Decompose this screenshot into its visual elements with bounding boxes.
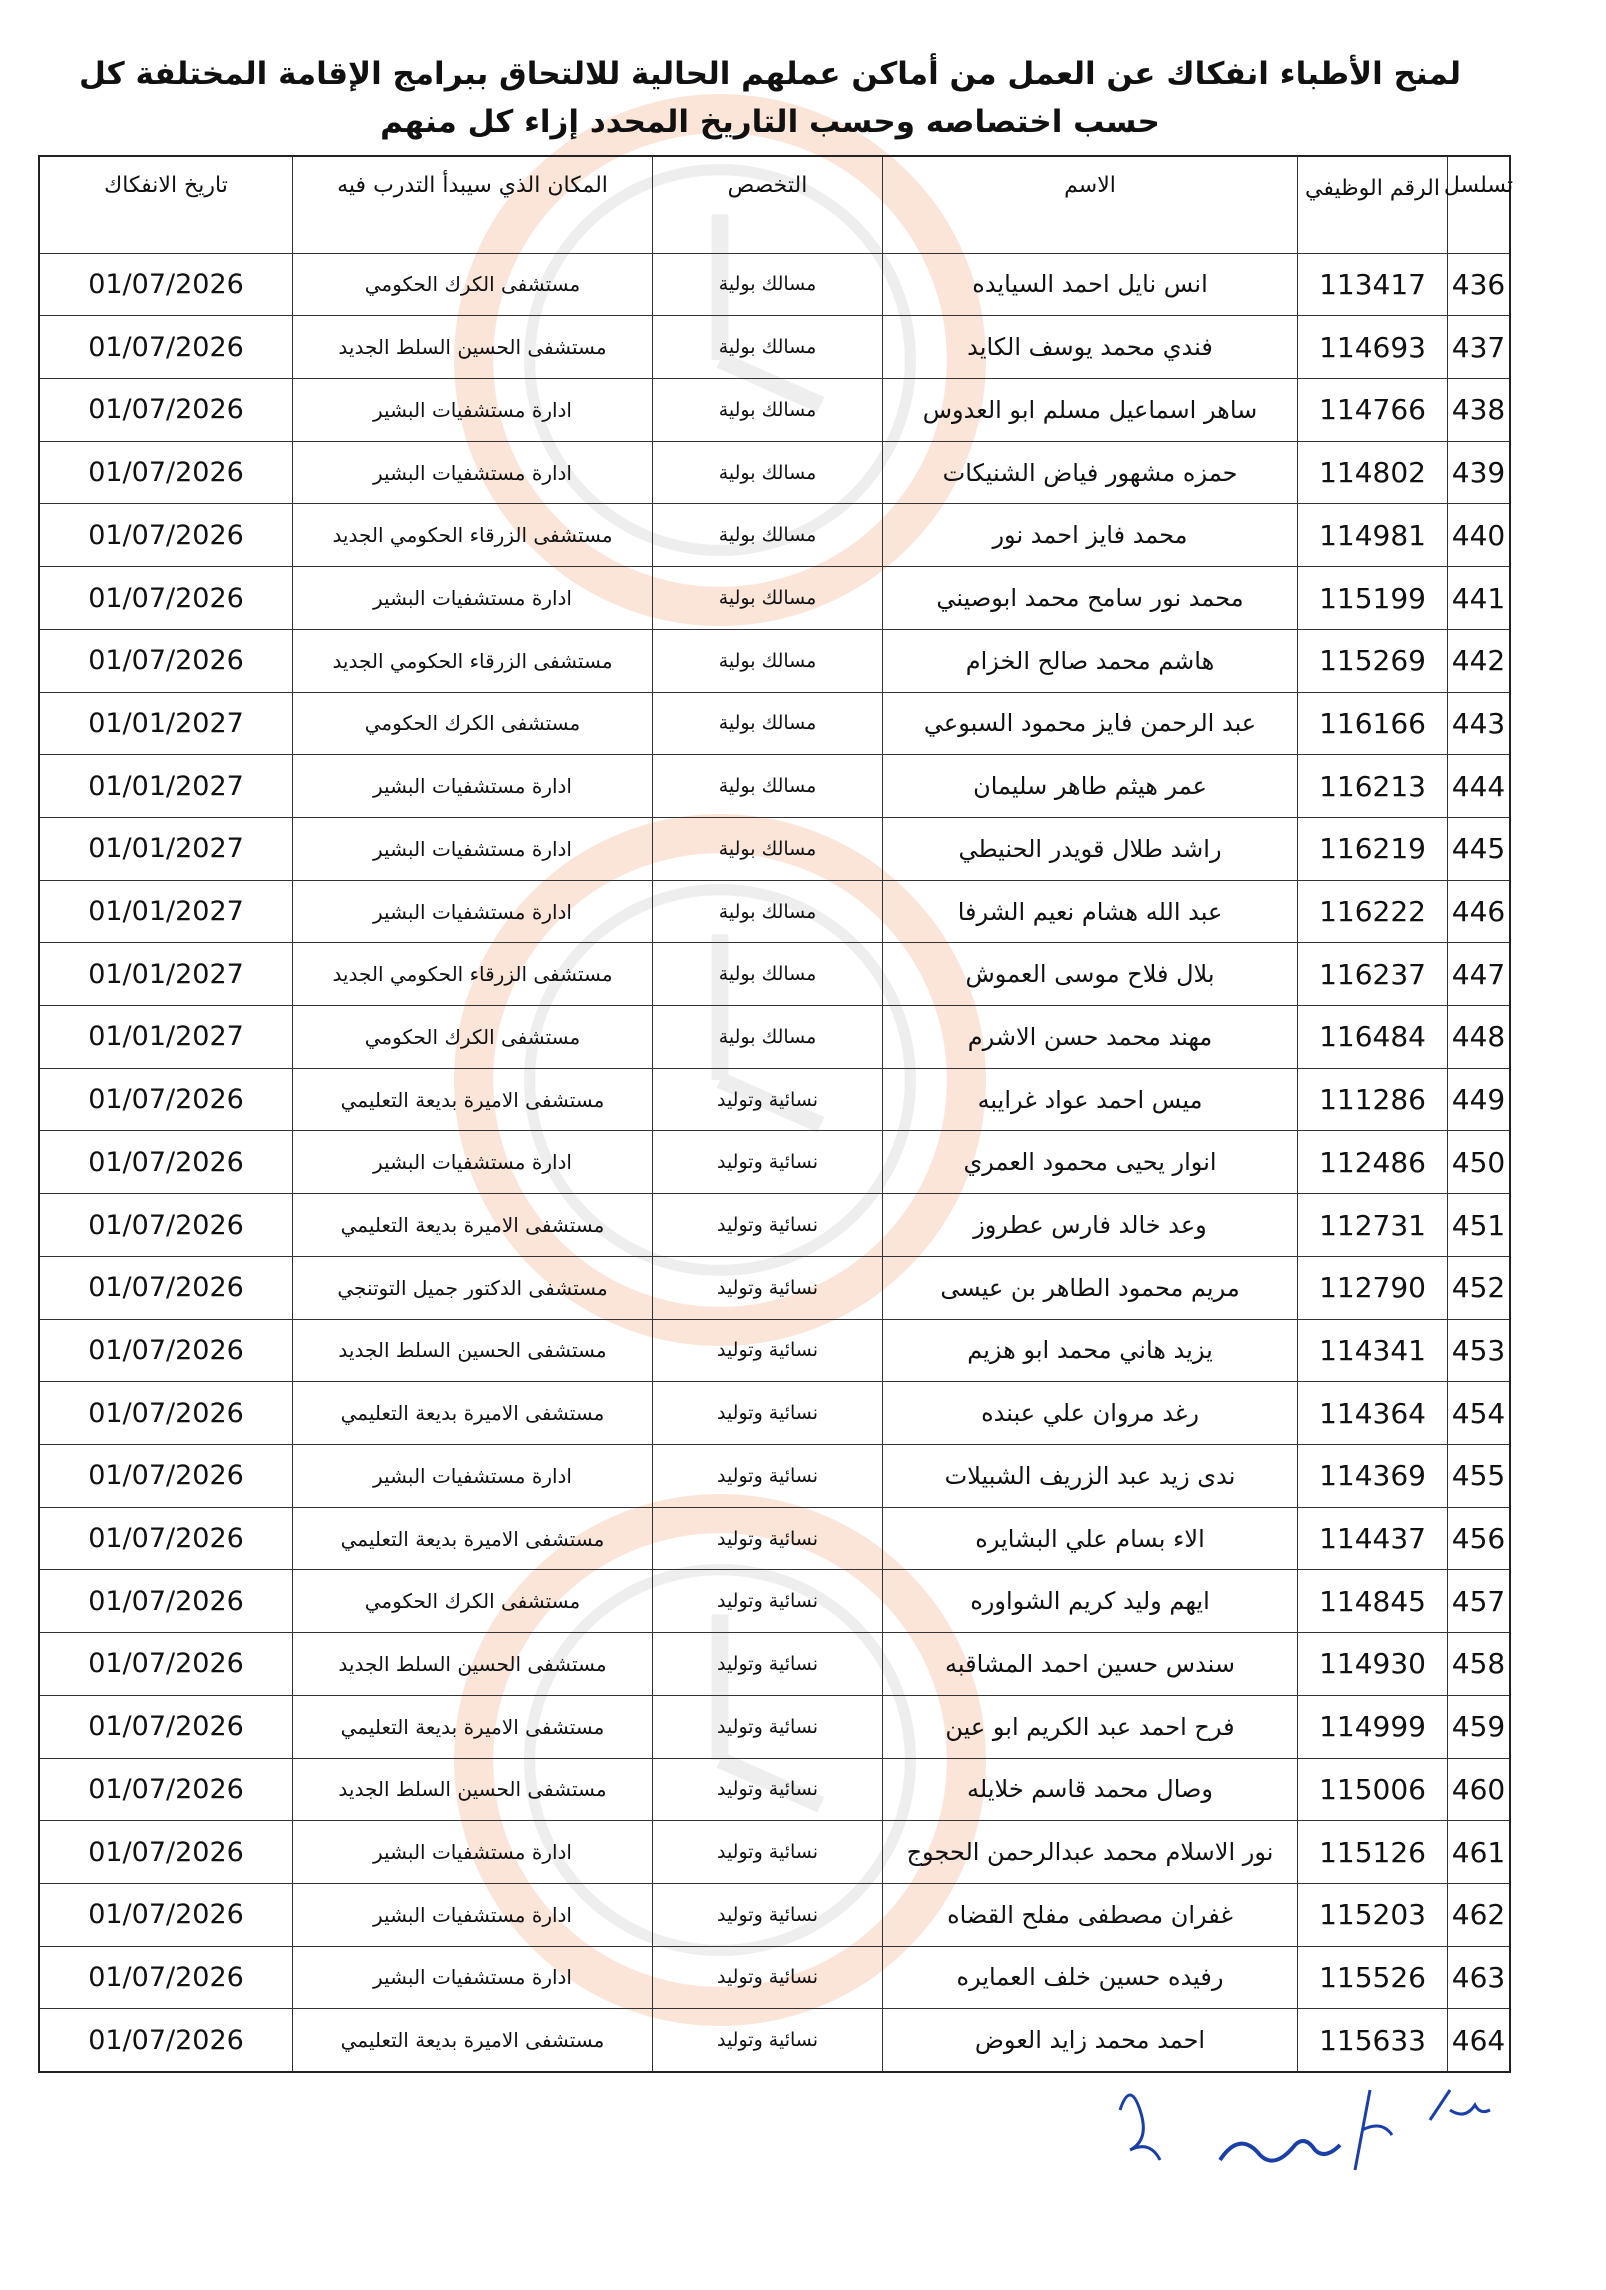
- table-row: [40, 1319, 1509, 1382]
- cell-id: 116237: [1297, 943, 1447, 1005]
- table-row: [40, 1507, 1509, 1570]
- cell-id: 115269: [1297, 630, 1447, 692]
- cell-id: 112731: [1297, 1194, 1447, 1256]
- cell-seq: 451: [1447, 1194, 1509, 1256]
- table-row: [40, 880, 1509, 943]
- table-row: [40, 2008, 1509, 2071]
- cell-name: مريم محمود الطاهر بن عيسى: [882, 1257, 1297, 1319]
- cell-spec: مسالك بولية: [652, 442, 882, 504]
- cell-id: 114845: [1297, 1570, 1447, 1632]
- cell-spec: مسالك بولية: [652, 567, 882, 629]
- table-row: [40, 1569, 1509, 1632]
- table-row: [40, 754, 1509, 817]
- table-row: [40, 1632, 1509, 1695]
- cell-seq: 445: [1447, 818, 1509, 880]
- cell-seq: 444: [1447, 755, 1509, 817]
- cell-spec: نسائية وتوليد: [652, 1759, 882, 1821]
- cell-place: مستشفى الحسين السلط الجديد: [292, 1759, 652, 1821]
- table-row: [40, 629, 1509, 692]
- cell-date: 01/07/2026: [88, 2024, 244, 2056]
- cell-date: 01/07/2026: [88, 519, 244, 551]
- table-row: [40, 1758, 1509, 1821]
- cell-seq: 447: [1447, 943, 1509, 1005]
- cell-place: ادارة مستشفيات البشير: [292, 1947, 652, 2009]
- cell-place: ادارة مستشفيات البشير: [292, 881, 652, 943]
- cell-place: ادارة مستشفيات البشير: [292, 755, 652, 817]
- cell-date: 01/01/2027: [88, 896, 244, 928]
- table-row: [40, 1381, 1509, 1444]
- header-place: المكان الذي سيبدأ التدرب فيه: [292, 157, 652, 253]
- cell-date: 01/07/2026: [88, 1146, 244, 1178]
- cell-id: 115006: [1297, 1759, 1447, 1821]
- table-row: [40, 1256, 1509, 1319]
- cell-id: 114693: [1297, 316, 1447, 378]
- cell-place: ادارة مستشفيات البشير: [292, 567, 652, 629]
- cell-place: مستشفى الاميرة بديعة التعليمي: [292, 2009, 652, 2071]
- cell-date: 01/07/2026: [88, 1899, 244, 1931]
- cell-spec: نسائية وتوليد: [652, 1257, 882, 1319]
- cell-date: 01/07/2026: [88, 1397, 244, 1429]
- cell-date: 01/01/2027: [88, 833, 244, 865]
- cell-place: مستشفى الكرك الحكومي: [292, 254, 652, 316]
- cell-date: 01/07/2026: [88, 1209, 244, 1241]
- cell-name: فرح احمد عبد الكريم ابو عين: [882, 1696, 1297, 1758]
- cell-place: مستشفى الكرك الحكومي: [292, 693, 652, 755]
- header-id: الرقم الوظيفي: [1297, 157, 1447, 253]
- cell-id: 116213: [1297, 755, 1447, 817]
- cell-date: 01/07/2026: [88, 1773, 244, 1805]
- cell-date: 01/07/2026: [88, 394, 244, 426]
- cell-place: مستشفى الكرك الحكومي: [292, 1006, 652, 1068]
- cell-place: ادارة مستشفيات البشير: [292, 442, 652, 504]
- table-row: [40, 378, 1509, 441]
- cell-name: وصال محمد قاسم خلايله: [882, 1759, 1297, 1821]
- cell-id: 114802: [1297, 442, 1447, 504]
- cell-id: 111286: [1297, 1069, 1447, 1131]
- cell-seq: 437: [1447, 316, 1509, 378]
- cell-seq: 462: [1447, 1884, 1509, 1946]
- cell-place: ادارة مستشفيات البشير: [292, 379, 652, 441]
- cell-id: 114437: [1297, 1508, 1447, 1570]
- cell-spec: مسالك بولية: [652, 630, 882, 692]
- cell-seq: 461: [1447, 1821, 1509, 1883]
- cell-seq: 464: [1447, 2009, 1509, 2071]
- cell-place: مستشفى الزرقاء الحكومي الجديد: [292, 504, 652, 566]
- cell-id: 115633: [1297, 2009, 1447, 2071]
- signatures: [1100, 2070, 1520, 2200]
- table-row: [40, 253, 1509, 316]
- cell-spec: نسائية وتوليد: [652, 1633, 882, 1695]
- cell-spec: نسائية وتوليد: [652, 1696, 882, 1758]
- cell-name: عبد الله هشام نعيم الشرفا: [882, 881, 1297, 943]
- table-row: [40, 692, 1509, 755]
- cell-date: 01/07/2026: [88, 1334, 244, 1366]
- table-row: [40, 1883, 1509, 1946]
- cell-id: 114341: [1297, 1320, 1447, 1382]
- cell-seq: 458: [1447, 1633, 1509, 1695]
- cell-name: يزيد هاني محمد ابو هزيم: [882, 1320, 1297, 1382]
- cell-name: ساهر اسماعيل مسلم ابو العدوس: [882, 379, 1297, 441]
- cell-spec: نسائية وتوليد: [652, 2009, 882, 2071]
- table-row: [40, 566, 1509, 629]
- cell-name: رفيده حسين خلف العمايره: [882, 1947, 1297, 2009]
- cell-spec: مسالك بولية: [652, 379, 882, 441]
- cell-seq: 453: [1447, 1320, 1509, 1382]
- cell-name: انس نايل احمد السيايده: [882, 254, 1297, 316]
- cell-place: مستشفى الاميرة بديعة التعليمي: [292, 1069, 652, 1131]
- cell-spec: نسائية وتوليد: [652, 1508, 882, 1570]
- cell-spec: نسائية وتوليد: [652, 1382, 882, 1444]
- cell-spec: مسالك بولية: [652, 693, 882, 755]
- cell-id: 116219: [1297, 818, 1447, 880]
- cell-id: 114364: [1297, 1382, 1447, 1444]
- cell-spec: نسائية وتوليد: [652, 1947, 882, 2009]
- cell-name: غفران مصطفى مفلح القضاه: [882, 1884, 1297, 1946]
- table-row: [40, 441, 1509, 504]
- table-row: [40, 1068, 1509, 1131]
- cell-seq: 446: [1447, 881, 1509, 943]
- cell-id: 115199: [1297, 567, 1447, 629]
- cell-spec: نسائية وتوليد: [652, 1821, 882, 1883]
- cell-date: 01/07/2026: [88, 1961, 244, 1993]
- cell-place: مستشفى الاميرة بديعة التعليمي: [292, 1382, 652, 1444]
- table-row: [40, 315, 1509, 378]
- cell-id: 113417: [1297, 254, 1447, 316]
- cell-name: الاء بسام علي البشايره: [882, 1508, 1297, 1570]
- cell-name: رغد مروان علي عبنده: [882, 1382, 1297, 1444]
- table-row: [40, 1820, 1509, 1883]
- cell-name: ندى زيد عبد الزريف الشبيلات: [882, 1445, 1297, 1507]
- table-header-row: [40, 157, 1514, 253]
- cell-id: 115203: [1297, 1884, 1447, 1946]
- table-row: [40, 1005, 1509, 1068]
- cell-id: 116484: [1297, 1006, 1447, 1068]
- cell-date: 01/01/2027: [88, 958, 244, 990]
- cell-date: 01/07/2026: [88, 331, 244, 363]
- cell-place: مستشفى الزرقاء الحكومي الجديد: [292, 630, 652, 692]
- cell-spec: مسالك بولية: [652, 1006, 882, 1068]
- cell-place: ادارة مستشفيات البشير: [292, 1821, 652, 1883]
- table-row: [40, 1130, 1509, 1193]
- cell-date: 01/07/2026: [88, 1648, 244, 1680]
- cell-id: 114999: [1297, 1696, 1447, 1758]
- cell-id: 114930: [1297, 1633, 1447, 1695]
- cell-seq: 439: [1447, 442, 1509, 504]
- cell-date: 01/01/2027: [88, 770, 244, 802]
- document-title: لمنح الأطباء انفكاك عن العمل من أماكن عملهم الحالية للالتحاق ببرامج الإقامة المختلفة كل حسب اختصاصه وحسب التاريخ المحدد إزاء كل منهم: [79, 56, 1461, 140]
- cell-id: 112486: [1297, 1131, 1447, 1193]
- table-row: [40, 503, 1509, 566]
- cell-seq: 438: [1447, 379, 1509, 441]
- cell-seq: 442: [1447, 630, 1509, 692]
- cell-id: 115126: [1297, 1821, 1447, 1883]
- cell-place: مستشفى الاميرة بديعة التعليمي: [292, 1696, 652, 1758]
- table-row: [40, 1193, 1509, 1256]
- cell-date: 01/07/2026: [88, 1460, 244, 1492]
- cell-spec: مسالك بولية: [652, 818, 882, 880]
- cell-place: مستشفى الكرك الحكومي: [292, 1570, 652, 1632]
- cell-spec: نسائية وتوليد: [652, 1445, 882, 1507]
- cell-seq: 459: [1447, 1696, 1509, 1758]
- cell-place: مستشفى الاميرة بديعة التعليمي: [292, 1508, 652, 1570]
- cell-seq: 457: [1447, 1570, 1509, 1632]
- cell-date: 01/07/2026: [88, 457, 244, 489]
- table-row: [40, 1444, 1509, 1507]
- table-row: [40, 1946, 1509, 2009]
- cell-place: ادارة مستشفيات البشير: [292, 1445, 652, 1507]
- cell-name: ايهم وليد كريم الشواوره: [882, 1570, 1297, 1632]
- cell-spec: مسالك بولية: [652, 504, 882, 566]
- cell-name: عمر هيثم طاهر سليمان: [882, 755, 1297, 817]
- cell-name: انوار يحيى محمود العمري: [882, 1131, 1297, 1193]
- cell-id: 114369: [1297, 1445, 1447, 1507]
- cell-id: 112790: [1297, 1257, 1447, 1319]
- cell-spec: مسالك بولية: [652, 881, 882, 943]
- cell-name: هاشم محمد صالح الخزام: [882, 630, 1297, 692]
- cell-name: مهند محمد حسن الاشرم: [882, 1006, 1297, 1068]
- cell-place: مستشفى الزرقاء الحكومي الجديد: [292, 943, 652, 1005]
- cell-spec: مسالك بولية: [652, 755, 882, 817]
- cell-date: 01/07/2026: [88, 1836, 244, 1868]
- cell-place: مستشفى الحسين السلط الجديد: [292, 1633, 652, 1695]
- cell-date: 01/07/2026: [88, 1272, 244, 1304]
- cell-place: مستشفى الحسين السلط الجديد: [292, 316, 652, 378]
- cell-date: 01/01/2027: [88, 1021, 244, 1053]
- cell-date: 01/07/2026: [88, 645, 244, 677]
- cell-seq: 440: [1447, 504, 1509, 566]
- cell-seq: 450: [1447, 1131, 1509, 1193]
- header-date: تاريخ الانفكاك: [104, 173, 228, 198]
- cell-name: حمزه مشهور فياض الشنيكات: [882, 442, 1297, 504]
- cell-place: مستشفى الاميرة بديعة التعليمي: [292, 1194, 652, 1256]
- cell-spec: نسائية وتوليد: [652, 1069, 882, 1131]
- cell-name: نور الاسلام محمد عبدالرحمن الحجوج: [882, 1821, 1297, 1883]
- cell-name: فندي محمد يوسف الكايد: [882, 316, 1297, 378]
- cell-id: 116222: [1297, 881, 1447, 943]
- cell-name: سندس حسين احمد المشاقبه: [882, 1633, 1297, 1695]
- cell-seq: 441: [1447, 567, 1509, 629]
- cell-seq: 443: [1447, 693, 1509, 755]
- cell-date: 01/07/2026: [88, 1711, 244, 1743]
- cell-id: 114981: [1297, 504, 1447, 566]
- cell-spec: مسالك بولية: [652, 254, 882, 316]
- cell-name: عبد الرحمن فايز محمود السبوعي: [882, 693, 1297, 755]
- cell-place: ادارة مستشفيات البشير: [292, 1884, 652, 1946]
- cell-date: 01/07/2026: [88, 1585, 244, 1617]
- cell-name: راشد طلال قويدر الحنيطي: [882, 818, 1297, 880]
- cell-seq: 452: [1447, 1257, 1509, 1319]
- cell-seq: 463: [1447, 1947, 1509, 2009]
- cell-spec: نسائية وتوليد: [652, 1570, 882, 1632]
- table-row: [40, 817, 1509, 880]
- cell-date: 01/07/2026: [88, 268, 244, 300]
- cell-seq: 449: [1447, 1069, 1509, 1131]
- cell-seq: 455: [1447, 1445, 1509, 1507]
- table-row: [40, 1695, 1509, 1758]
- cell-seq: 448: [1447, 1006, 1509, 1068]
- cell-spec: نسائية وتوليد: [652, 1194, 882, 1256]
- cell-date: 01/07/2026: [88, 582, 244, 614]
- cell-id: 116166: [1297, 693, 1447, 755]
- cell-name: محمد فايز احمد نور: [882, 504, 1297, 566]
- cell-name: احمد محمد زايد العوض: [882, 2009, 1297, 2071]
- cell-date: 01/07/2026: [88, 1084, 244, 1116]
- cell-name: ميس احمد عواد غرايبه: [882, 1069, 1297, 1131]
- cell-id: 115526: [1297, 1947, 1447, 2009]
- cell-name: محمد نور سامح محمد ابوصيني: [882, 567, 1297, 629]
- cell-spec: نسائية وتوليد: [652, 1884, 882, 1946]
- cell-date: 01/07/2026: [88, 1523, 244, 1555]
- cell-name: بلال فلاح موسى العموش: [882, 943, 1297, 1005]
- doctors-table: [38, 155, 1514, 2073]
- cell-spec: نسائية وتوليد: [652, 1131, 882, 1193]
- cell-spec: نسائية وتوليد: [652, 1320, 882, 1382]
- cell-place: مستشفى الدكتور جميل التوتنجي: [292, 1257, 652, 1319]
- cell-seq: 454: [1447, 1382, 1509, 1444]
- cell-seq: 436: [1447, 254, 1509, 316]
- cell-name: وعد خالد فارس عطروز: [882, 1194, 1297, 1256]
- cell-place: ادارة مستشفيات البشير: [292, 818, 652, 880]
- cell-spec: مسالك بولية: [652, 943, 882, 1005]
- table-row: [40, 942, 1509, 1005]
- cell-seq: 460: [1447, 1759, 1509, 1821]
- cell-id: 114766: [1297, 379, 1447, 441]
- cell-place: مستشفى الحسين السلط الجديد: [292, 1320, 652, 1382]
- header-seq: تسلسل: [1447, 157, 1509, 253]
- header-spec: التخصص: [652, 157, 882, 253]
- cell-date: 01/01/2027: [88, 707, 244, 739]
- cell-place: ادارة مستشفيات البشير: [292, 1131, 652, 1193]
- header-name: الاسم: [882, 157, 1297, 253]
- cell-spec: مسالك بولية: [652, 316, 882, 378]
- cell-seq: 456: [1447, 1508, 1509, 1570]
